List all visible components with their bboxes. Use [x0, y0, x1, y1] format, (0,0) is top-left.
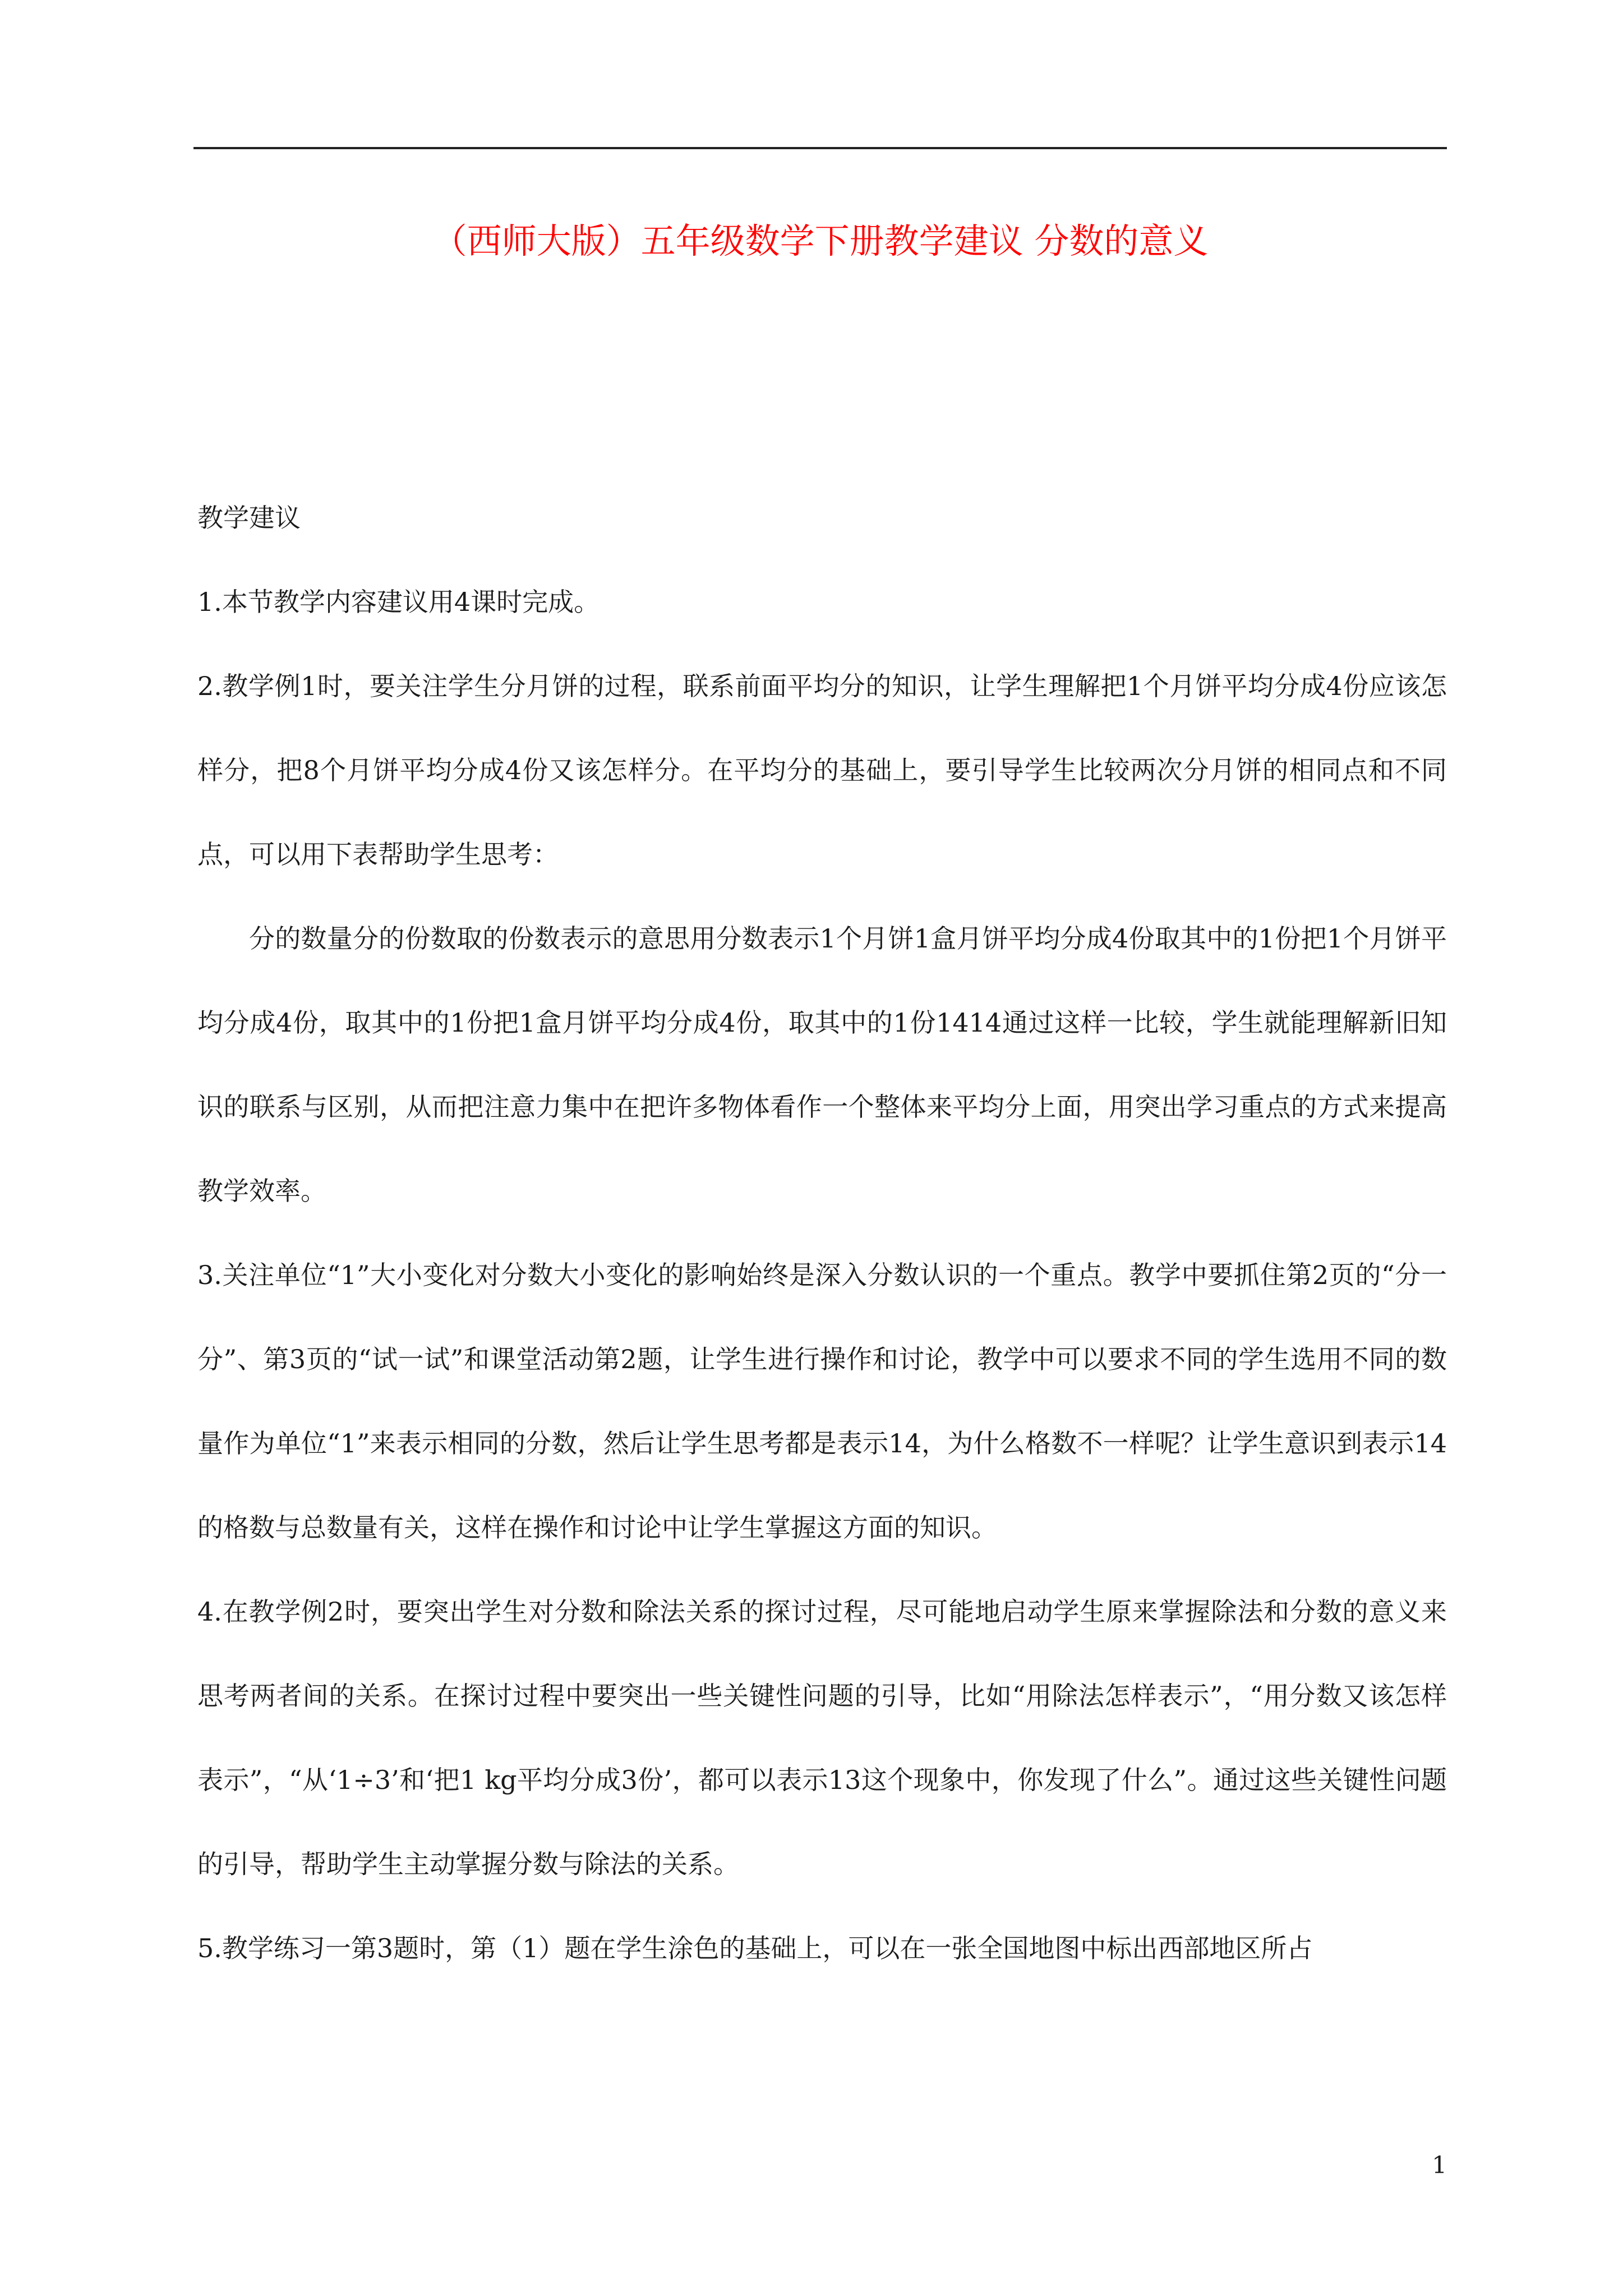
section-heading: 教学建议: [197, 503, 301, 533]
header-rule: [193, 147, 1447, 149]
paragraph-3: 分的数量分的份数取的份数表示的意思用分数表示1个月饼1盒月饼平均分成4份取其中的1份把1个月饼平均分成4份，取其中的1份把1盒月饼平均分成4份，取其中的1份1414通过这样一比较，学生就能理解新旧知识的联系与区别，从而把注意力集中在把许多物体看作一个整体来平均分上面，用突出学习重点的方式来提高教学效率。: [197, 923, 1447, 1206]
paragraph-1: 1.本节教学内容建议用4课时完成。: [197, 587, 600, 617]
paragraph-2: 2.教学例1时，要关注学生分月饼的过程，联系前面平均分的知识，让学生理解把1个月饼平均分成4份应该怎样分，把8个月饼平均分成4份又该怎样分。在平均分的基础上，要引导学生比较两次分月饼的相同点和不同点，可以用下表帮助学生思考：: [197, 671, 1447, 869]
paragraph-5: 4.在教学例2时，要突出学生对分数和除法关系的探讨过程，尽可能地启动学生原来掌握除法和分数的意义来思考两者间的关系。在探讨过程中要突出一些关键性问题的引导，比如“用除法怎样表示”，“用分数又该怎样表示”，“从‘1÷3’和‘把1 kg平均分成3份’，都可以表示13这个现象中，你发现了什么”。通过这些关键性问题的引导，帮助学生主动掌握分数与除法的关系。: [197, 1596, 1447, 1879]
paragraph-4: 3.关注单位“1”大小变化对分数大小变化的影响始终是深入分数认识的一个重点。教学中要抓住第2页的“分一分”、第3页的“试一试”和课堂活动第2题，让学生进行操作和讨论，教学中可以要求不同的学生选用不同的数量作为单位“1”来表示相同的分数，然后让学生思考都是表示14，为什么格数不一样呢？让学生意识到表示14的格数与总数量有关，这样在操作和讨论中让学生掌握这方面的知识。: [197, 1260, 1447, 1543]
document-title: （西师大版）五年级数学下册教学建议 分数的意义: [432, 220, 1209, 261]
document-body: [197, 476, 1447, 1990]
page-number: 1: [1432, 2151, 1447, 2179]
paragraph-6: 5.教学练习一第3题时，第（1）题在学生涂色的基础上，可以在一张全国地图中标出西部地区所占: [197, 1933, 1313, 1963]
